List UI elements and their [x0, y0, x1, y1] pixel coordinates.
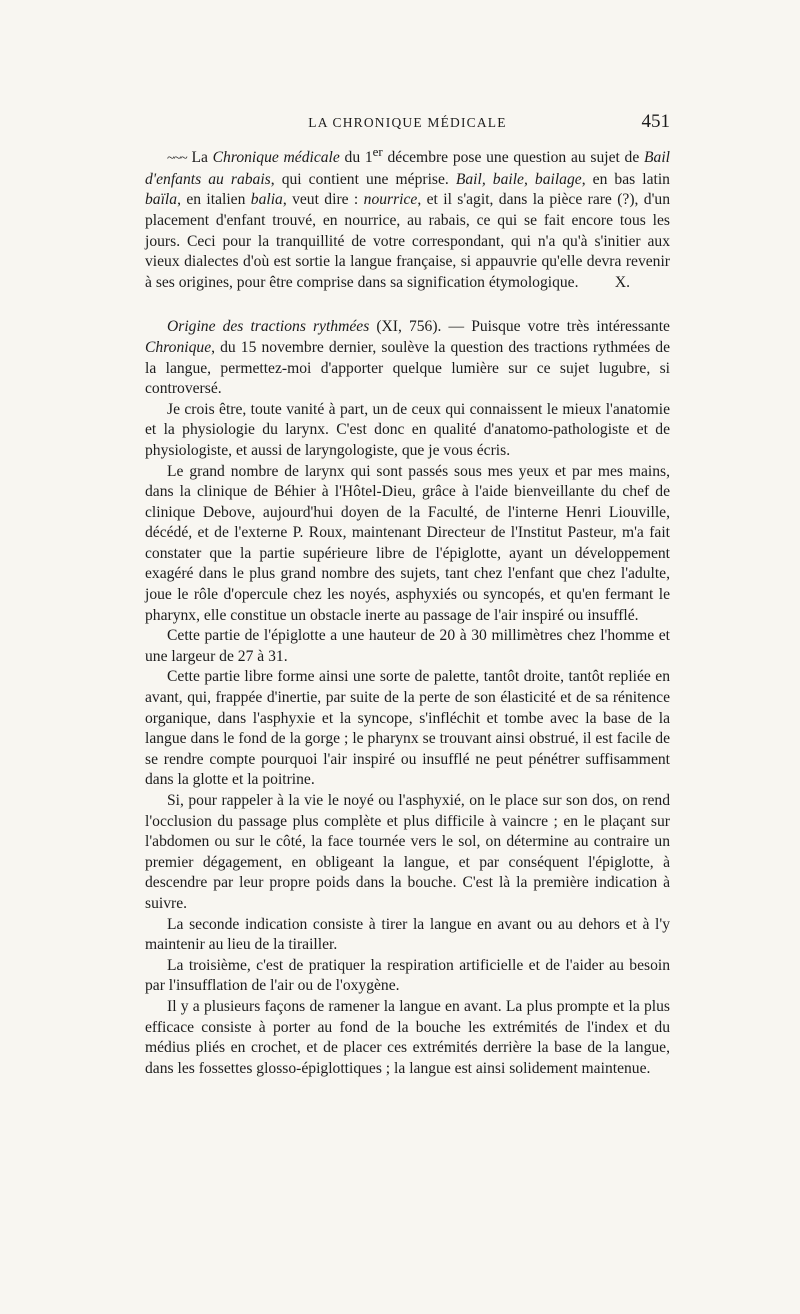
journal-name: Chronique médicale	[212, 149, 340, 167]
article-opening-paragraph: Origine des tractions rythmées (XI, 756). — Puisque votre très intéressante Chronique, du 15 novembre dernier, soulève la question des tractions rythmées de la langue, permettez-moi d'apporter quelque lumière sur ce sujet lugubre, si controversé.	[145, 318, 670, 398]
article-paragraph: Si, pour rappeler à la vie le noyé ou l'asphyxié, on le place sur son dos, on rend l'occlusion du passage plus complète et plus difficile à vaincre ; en le plaçant sur l'abdomen ou sur le côté, la face tournée vers le sol, on détermine au contraire un premier dégagement, en obligeant la langue, et par conséquent l'épiglotte, à descendre par leur propre poids dans la bouche. C'est là la première indication à suivre.	[145, 792, 670, 912]
note-paragraph: ~~~ La Chronique médicale du 1er décembre pose une question au sujet de Bail d'enfants au rabais, qui contient une méprise. Bail, baile, bailage, en bas latin baïla, en italien balia, veut dire : nourrice, et il s'agit, dans la pièce rare (?), d'un placement d'enfant trouvé, en nourrice, au rabais, ce qui se fait encore tous les jours. Ceci pour la tranquillité de votre correspondant, qui n'a qu'à s'initier aux vieux dialectes d'où est sortie la langue française, si appauvrie qu'elle devra revenir à ses origines, pour être comprise dans sa signification étymologique. X.	[145, 142, 670, 293]
article-title: Origine des tractions rythmées	[167, 318, 370, 336]
page-number: 451	[641, 111, 670, 132]
cited-title: Bail d'enfants au rabais	[145, 149, 671, 188]
page-body	[145, 142, 670, 1079]
article-paragraph: Le grand nombre de larynx qui sont passés sous mes yeux et par mes mains, dans la clinique de Béhier à l'Hôtel-Dieu, grâce à l'aide bienveillante du chef de clinique Debove, aujourd'hui doyen de la Faculté, de l'interne Henri Liouville, décédé, et de l'externe P. Roux, maintenant Directeur de l'Institut Pasteur, m'a fait constater que la partie supérieure libre de l'épiglotte, ayant un développement exagéré dans le plus grand nombre des sujets, tant chez l'enfant que chez l'adulte, joue le rôle d'opercule chez les noyés, asphyxiés ou syncopés, et qu'en fermant le pharynx, elle constitue un obstacle inerte au passage de l'air inspiré ou insufflé.	[145, 462, 670, 624]
article-paragraph: Cette partie de l'épiglotte a une hauteur de 20 à 30 millimètres chez l'homme et une largeur de 27 à 31.	[145, 627, 670, 665]
article-paragraph: La seconde indication consiste à tirer la langue en avant ou au dehors et à l'y maintenir au lieu de la tirailler.	[145, 915, 670, 954]
running-title: LA CHRONIQUE MÉDICALE	[308, 115, 507, 130]
article-reference: (XI, 756). —	[376, 318, 465, 336]
article-paragraph: Cette partie libre forme ainsi une sorte de palette, tantôt droite, tantôt repliée en avant, qui, frappée d'inertie, par suite de la perte de son élasticité et de sa rénitence organique, dans l'asphyxie et la syncope, s'infléchit et tombe avec la base de la langue dans le fond de la gorge ; le pharynx se trouvant ainsi obstrué, il est facile de se rendre compte pourquoi l'air inspiré ou insufflé ne peut pénétrer suffisamment dans la glotte et la poitrine.	[145, 668, 670, 789]
article-paragraph: La troisième, c'est de pratiquer la respiration artificielle et de l'aider au besoin par l'insufflation de l'air ou de l'oxygène.	[145, 956, 670, 995]
article-paragraph: Je crois être, toute vanité à part, un de ceux qui connaissent le mieux l'anatomie et la physiologie du larynx. C'est donc en qualité d'anatomo-pathologiste et de physiologiste, et aussi de laryngologiste, que je vous écris.	[145, 400, 670, 459]
signature: X.	[614, 273, 630, 291]
article-paragraph: Il y a plusieurs façons de ramener la langue en avant. La plus prompte et la plus efficace consiste à porter au fond de la bouche les extrémités de l'index et du médius pliés en crochet, et de placer ces extrémités derrière la base de la langue, dans les fossettes glosso-épiglottiques ; la langue est ainsi solidement maintenue.	[145, 997, 670, 1077]
wave-mark-icon: ~~~	[167, 151, 187, 167]
page-header	[145, 113, 670, 137]
